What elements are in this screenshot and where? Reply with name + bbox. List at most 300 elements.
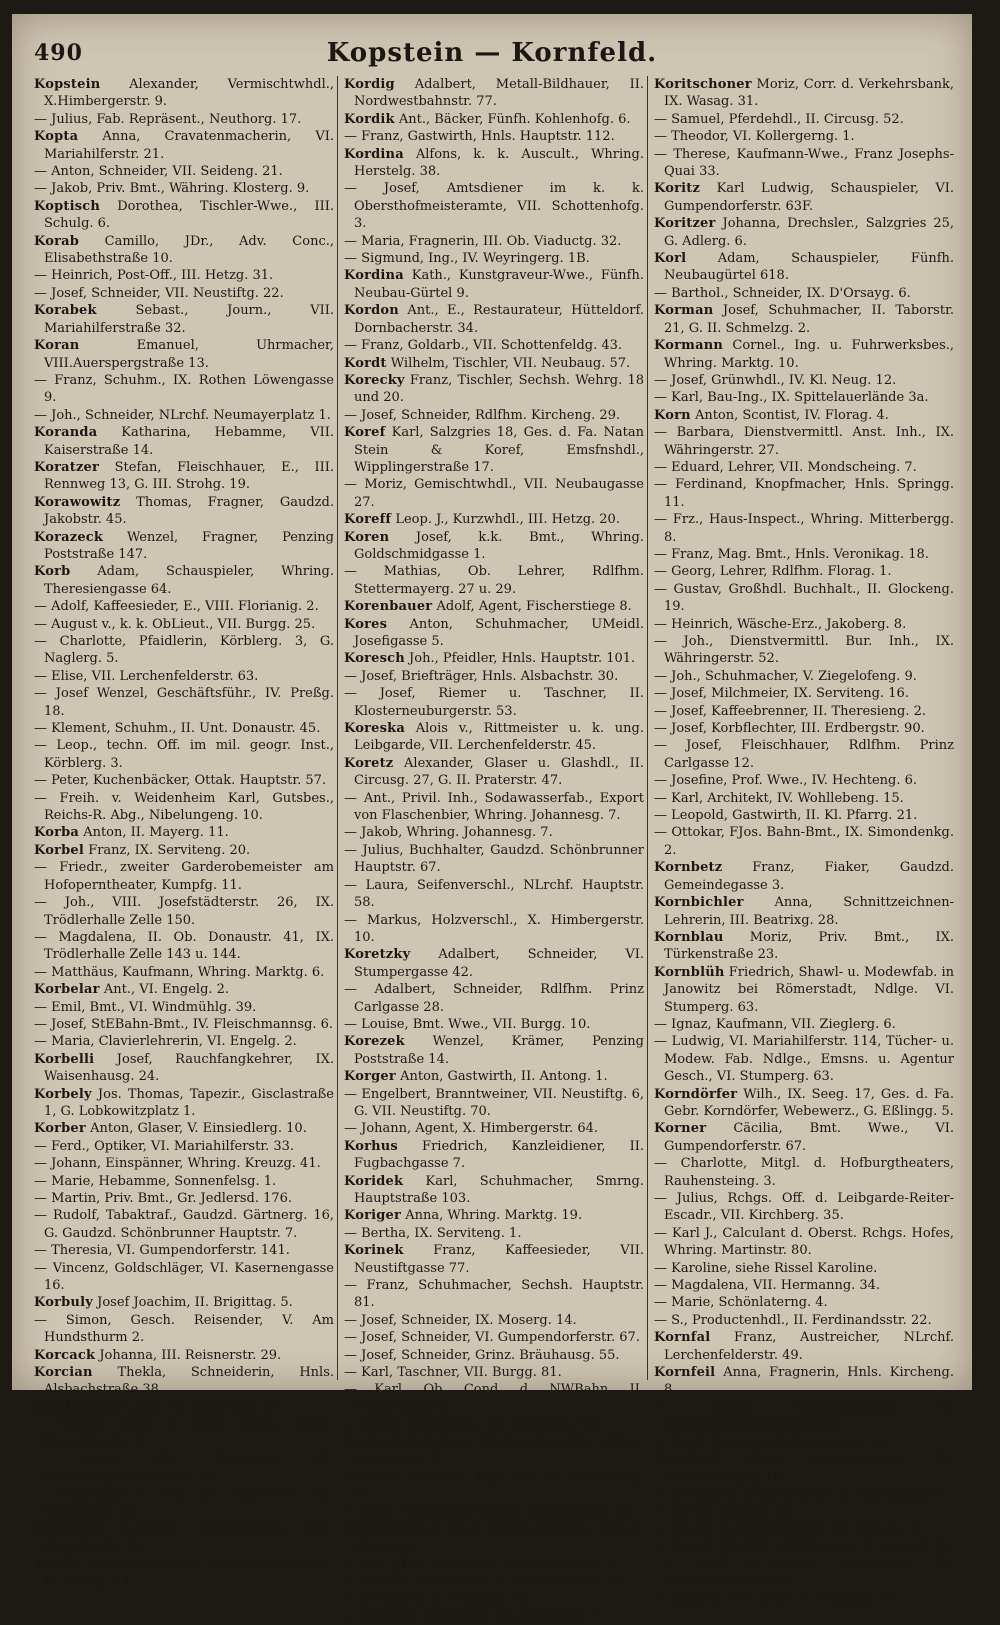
directory-entry (34, 1173, 334, 1190)
directory-entry (34, 459, 334, 494)
entry-details: — Josef, Amtsdiener im k. k. Obersthofmeisteramte, VII. Schottenhofg. 3. (344, 181, 644, 232)
directory-entry (344, 180, 644, 232)
entry-details: — Markus, Holzverschl., X. Himbergerstr. 10. (344, 912, 644, 945)
entry-details: — Laura, Seifenverschl., NLrchf. Hauptstr. 58. (344, 877, 644, 911)
directory-entry (34, 302, 334, 337)
directory-entry (344, 1347, 644, 1364)
directory-entry (34, 529, 334, 564)
directory-entry (34, 685, 334, 720)
entry-details: — Peter, Kuchenbäcker, Ottak. Hauptstr. 57. (34, 773, 327, 789)
directory-entry (344, 1608, 644, 1625)
entry-details: Isak, Assist. a. d. techn. Hochschule, IV. Alleeg. 14. (44, 1556, 334, 1589)
entry-details: Adalbert, Schneider, VI. Stumpergasse 42. (354, 947, 645, 980)
entry-surname: Koresch (344, 651, 405, 667)
directory-entry (344, 790, 644, 825)
directory-entry (654, 546, 954, 563)
directory-entry (344, 1138, 644, 1173)
entry-surname: Kordon (344, 303, 399, 319)
directory-entry (344, 824, 644, 841)
directory-entry (654, 1225, 954, 1260)
entry-surname: Korbely (34, 1086, 92, 1102)
entry-surname: Koritschoner (344, 1521, 442, 1537)
entry-details: — Franz, Gastwirth, Hnls. Hauptstr. 112. (344, 129, 615, 145)
directory-entry (344, 1556, 644, 1573)
entry-details: — Frz., Haus-Inspect., Whring. Mitterbergg. 8. (654, 512, 954, 545)
entry-surname: Kornbichler (654, 895, 744, 911)
directory-entry (34, 424, 334, 459)
directory-entry (34, 267, 334, 284)
directory-entry (34, 1086, 334, 1121)
entry-surname: Kornblüh (654, 964, 725, 980)
entry-details: — Johann, Einspänner, Whring. Kreuzg. 41. (34, 1156, 321, 1172)
entry-details: Josef, k.k. Bmt., Whring. Goldschmidgasse 1. (354, 529, 644, 562)
entry-details: — Jakob, Priv. Bmt., Währing. Klosterg. 9. (34, 181, 310, 197)
entry-details: — Johann, Agent, X. Himbergerstr. 64. (344, 1121, 598, 1137)
entry-details: Katharina, Hebamme, VII. Kaiserstraße 14. (44, 425, 334, 458)
directory-entry (344, 842, 644, 877)
entry-details: — Marie, Hebamme, Sonnenfelsg. 1. (34, 1173, 277, 1189)
directory-entry (34, 1260, 334, 1295)
entry-details: — Samuel, Pferdehdl., II. Circusg. 52. (654, 111, 904, 127)
entry-details: — Julius, Fab. Repräsent., Neuthorg. 17. (34, 111, 302, 127)
entry-details: Dorothea, Tischler-Wwe., III. Schulg. 6. (44, 198, 334, 232)
entry-surname: Koriska (344, 1469, 402, 1485)
directory-entry (344, 1469, 644, 1504)
entry-surname: Korb (34, 564, 71, 580)
entry-surname: Korbel (34, 842, 85, 858)
entry-surname: Koritz (654, 181, 701, 197)
directory-entry (34, 1120, 334, 1137)
entry-details: — Freih. v. Weidenheim Karl, Gutsbes., Reichs-R. Abg., Nibelungeng. 10. (34, 790, 334, 824)
entry-details: Franz, Tischler, Sechsh. Wehrg. 18 und 20. (354, 372, 644, 406)
directory-entry (34, 1242, 334, 1259)
entry-details: Jos. Thomas, Tapezir., Gisclastraße 1, G. Lobkowitzplatz 1. (44, 1086, 334, 1119)
entry-details: Wilh., IX. Seeg. 17, Ges. d. Fa. Gebr. Korndörfer, Webewerz., G. Eßlingg. 5. (664, 1086, 954, 1119)
entry-details: — Engelbert, Branntweiner, VII. Neustiftg. 6, G. VII. Neustiftg. 70. (344, 1086, 644, 1119)
entry-surname: Korn (654, 407, 691, 423)
directory-entry (654, 563, 954, 580)
entry-details: Ant., Bäcker, Fünfh. Kohlenhofg. 6. (398, 111, 631, 127)
entry-details: Johanna, Drechsler., Salzgries 25, G. Adlerg. 6. (664, 216, 954, 249)
directory-entry (344, 1016, 644, 1033)
directory-entry (344, 1364, 644, 1381)
entry-details: Cäcilia, Bmt. Wwe., VI. Gumpendorferstr. 67. (664, 1121, 954, 1154)
entry-surname: Koretz (344, 755, 394, 771)
entry-details: — Theresia, VI. Gumpendorferstr. 141. (34, 1243, 290, 1259)
entry-surname: Korda (34, 1399, 80, 1415)
entry-details: Alois v., Rittmeister u. k. ung. Leibgarde, VII. Lerchenfelderstr. 45. (354, 721, 644, 754)
entry-details: — Vincenzia v., Ob. St. Arzt-Wwe., III. Seidlgasse 12. (34, 1486, 334, 1520)
directory-entry (654, 1503, 954, 1520)
entry-details: — Joh., Dienstvermittl. Bur. Inh., IX. Währingerstr. 52. (654, 634, 954, 667)
directory-entry (344, 337, 644, 354)
entry-details: — Karl, Architekt, IV. Wohllebeng. 15. (654, 790, 904, 806)
entry-details: — Josef, Apotheker, Dornb. Hauptstraße 52. (344, 1504, 635, 1520)
entry-details: — Vincenz, Goldschläger, VI. Kasernengasse 16. (34, 1260, 334, 1294)
entry-details: — Elise, VII. Lerchenfelderstr. 63. (34, 668, 259, 684)
directory-entry (34, 1207, 334, 1242)
entry-details: — David, Eßlingg. 10. (654, 1504, 798, 1520)
entry-surname: Koritschoner (654, 77, 752, 92)
entry-surname: Koptisch (34, 198, 101, 214)
entry-surname: Kordic (34, 1556, 84, 1572)
directory-entry (34, 1451, 334, 1486)
directory-entry (654, 720, 954, 737)
directory-entry (344, 146, 644, 181)
directory-entry (34, 720, 334, 737)
entry-details: — Josef, Fleischhauer, Rdlfhm. Prinz Carlgasse 12. (654, 738, 954, 771)
entry-details: Karl, Schuhmacher, Smrng. Hauptstraße 103. (354, 1173, 645, 1206)
directory-column-3 (654, 76, 955, 1607)
directory-page (12, 14, 972, 1624)
entry-surname: Koran (34, 338, 80, 354)
directory-entry (654, 1399, 954, 1434)
entry-details: — Moriz, Gemischtwhdl., VII. Neubaugasse 27. (344, 477, 644, 510)
directory-entry (34, 1190, 334, 1207)
entry-surname: Korl (654, 251, 687, 267)
entry-details: Adolf, Agent, Fischerstiege 8. (436, 599, 632, 615)
directory-entry (344, 1173, 644, 1208)
directory-entry (344, 111, 644, 128)
entry-details: — Josef, Fragner, Hnls. Herreng. 3. (654, 1434, 887, 1450)
directory-entry (34, 1347, 334, 1364)
directory-entry (344, 563, 644, 598)
entry-details: Adam, Schauspieler, Whring. Theresiengasse 64. (44, 564, 334, 597)
entry-details: Franz, Austreicher, NLrchf. Lerchenfelderstr. 49. (664, 1330, 954, 1363)
entry-details: — Rudolf, Tabaktraf., Gaudzd. Gärtnerg. 16, G. Gaudzd. Schönbrunner Hauptstr. 7. (34, 1208, 334, 1241)
directory-entry (344, 1068, 644, 1085)
entry-details: Alfons, k. k. Auscult., Whring. Herstelg. 38. (354, 146, 644, 180)
directory-entry (34, 1016, 334, 1033)
directory-entry (34, 964, 334, 981)
directory-entry (344, 1434, 644, 1469)
directory-entry (654, 389, 954, 406)
directory-entry (344, 1120, 644, 1137)
directory-entry (34, 372, 334, 407)
entry-surname: Kordesch (34, 1521, 105, 1537)
entry-details: Anton, Schuhmacher, UMeidl. Josefigasse 5. (354, 616, 644, 649)
directory-entry (34, 1051, 334, 1086)
directory-entry (654, 424, 954, 459)
entry-details: — Anton, Schneider, VII. Seideng. 21. (34, 164, 283, 180)
directory-entry (654, 250, 954, 285)
directory-entry (654, 929, 954, 964)
entry-details: Thomas, Fragner, Gaudzd. Jakobstr. 45. (44, 494, 334, 528)
directory-entry (654, 1312, 954, 1329)
directory-entry (344, 76, 644, 111)
directory-entry (654, 1120, 954, 1155)
directory-entry (34, 999, 334, 1016)
directory-entry (34, 929, 334, 964)
directory-entry (34, 1416, 334, 1451)
directory-entry (344, 650, 644, 667)
entry-details: — David, Ob. Dbl. Währingerg. 3, Ges. d. Fa. S. Weiß & Comp., Bankgesch., IX. Liechtensteinstr. 2. (654, 1539, 954, 1589)
directory-entry (654, 1190, 954, 1225)
entry-details: — Magdalena, VII. Hermanng. 34. (654, 1278, 881, 1294)
entry-details: Franz, Kaffeesieder, VII. Neustiftgasse 77. (354, 1243, 644, 1276)
directory-entry (654, 1590, 954, 1607)
entry-surname: Koreff (344, 512, 392, 528)
entry-details: — Maria, Clavierlehrerin, VI. Engelg. 2. (34, 1034, 297, 1050)
directory-entry (34, 128, 334, 163)
entry-surname: Korbelar (34, 982, 100, 998)
entry-details: — Jakob, Whring. Johannesg. 7. (344, 825, 553, 841)
directory-entry (34, 494, 334, 529)
entry-details: Johanna, III. Reisnerstr. 29. (99, 1347, 282, 1363)
directory-entry (34, 1556, 334, 1591)
entry-surname: Korezek (344, 1034, 405, 1050)
entry-details: Anna, Fragnerin, Hnls. Kircheng. 8. (664, 1365, 954, 1398)
directory-entry (654, 581, 954, 616)
entry-details: — Ludwig, VI. Mariahilferstr. 114, Tücher- u. Modew. Fab. Ndlge., Emsns. u. Agentur Gesch., VI. Stumperg. 63. (654, 1034, 954, 1085)
entry-details: — Barthol., Schneider, IX. D'Orsayg. 6. (654, 285, 911, 301)
directory-entry (344, 267, 644, 302)
directory-entry (654, 964, 954, 1016)
directory-entry (34, 859, 334, 894)
entry-details: Leop. J., Kurzwhdl., III. Hetzg. 20. (395, 512, 620, 528)
entry-surname: Koretzky (344, 947, 411, 963)
entry-details: — Victor, Ob. Buchhalt., IX. Schwarzspanierstraße 22. (34, 1452, 334, 1485)
entry-details: Alois, Handelsagent, III. Rasumoffskyg. 10. (664, 1452, 955, 1485)
directory-entry (344, 1225, 644, 1242)
entry-details: Josef, Lieut., IV. Schwindg. 11. (83, 1399, 284, 1415)
entry-details: — Josef, Schneider, Grinz. Bräuhausg. 55. (344, 1347, 620, 1363)
directory-entry (34, 563, 334, 598)
directory-entry (654, 1521, 954, 1538)
entry-surname: Kordina (344, 268, 404, 284)
entry-surname: Kordt (344, 355, 387, 371)
running-head: Kopstein — Kornfeld. (326, 38, 658, 68)
entry-details: — Joh., VIII. Josefstädterstr. 26, IX. Trödlerhalle Zelle 150. (34, 895, 334, 928)
entry-surname: Korger (344, 1069, 396, 1085)
directory-entry (34, 285, 334, 302)
entry-details: — Josef, Schneider, VII. Neustiftg. 22. (34, 285, 284, 301)
entry-details: — Josef, Kaffeebrenner, II. Theresieng. 2. (654, 703, 927, 719)
entry-surname: Kores (344, 616, 388, 632)
directory-entry (654, 1434, 954, 1451)
directory-entry (34, 616, 334, 633)
directory-entry (654, 772, 954, 789)
directory-entry (654, 511, 954, 546)
directory-entry (344, 1503, 644, 1520)
directory-entry (654, 128, 954, 145)
directory-entry (344, 476, 644, 511)
entry-details: — Karl, Ob. Cond. d. NWBahn, II. Wintergasse 3. (344, 1382, 644, 1415)
entry-details: — Julius, Buchhalter, Gaudzd. Schönbrunner Hauptstr. 67. (344, 842, 644, 876)
entry-details: Josef, Rauchfangkehrer, IX. Waisenhausg. 24. (44, 1051, 334, 1085)
entry-surname: Kornbetz (654, 860, 723, 876)
entry-surname: Korazeck (34, 529, 104, 545)
entry-details: — Bernhard, II. Rueppg. 12. (344, 1591, 531, 1607)
directory-entry (654, 1086, 954, 1121)
entry-surname: Korab (34, 233, 80, 249)
entry-details: — Joh., Schuhmacher, V. Ziegelofeng. 9. (654, 668, 917, 684)
directory-entry (34, 76, 334, 111)
entry-surname: Koren (344, 529, 390, 545)
entry-details: — Eduard, Lehrer, VII. Mondscheing. 7. (654, 459, 917, 475)
directory-entry (344, 250, 644, 267)
entry-details: Adolf, Producentnhdl., Ottak. Querg. 6. (354, 1521, 644, 1555)
entry-details: — Josef, Grünwhdl., IV. Kl. Neug. 12. (654, 372, 897, 388)
entry-surname: Korbelli (34, 1051, 95, 1067)
entry-details: — Maria, Wäscherin, III. Wällischg. 85. (344, 1417, 602, 1433)
entry-details: Emanuel, Rgt. Arzt, IX. Garnisong. 6. (354, 1469, 644, 1502)
entry-details: Sebast., Journ., VII. Mariahilferstraße 32. (44, 303, 334, 336)
directory-entry (654, 616, 954, 633)
entry-surname: Kordig (344, 77, 395, 92)
entry-details: Anton, Gastwirth, II. Antong. 1. (400, 1069, 608, 1085)
entry-details: — Heinrich, Wäsche-Erz., Jakoberg. 8. (654, 616, 907, 632)
entry-surname: Korcian (34, 1365, 93, 1381)
entry-surname: Kordina (344, 146, 404, 162)
entry-surname: Kopta (34, 129, 79, 145)
entry-details: Friedrich, Shawl- u. Modewfab. in Janowitz bei Römerstadt, Ndlge. VI. Stumperg. 63. (664, 964, 954, 1015)
entry-surname: Korhus (344, 1138, 398, 1154)
entry-details: — David, Geschäftsführer, III. Dianag. 4. (654, 1521, 922, 1537)
entry-details: Alexander, Glaser u. Glashdl., II. Circusg. 27, G. II. Praterstr. 47. (354, 755, 644, 789)
entry-surname: Koridek (344, 1173, 404, 1189)
entry-details: Kath., Kunstgraveur-Wwe., Fünfh. Neubau-Gürtel 9. (354, 268, 645, 301)
directory-entry (654, 337, 954, 372)
entry-details: Friedrich, Kanzleidiener, II. Fugbachgasse 7. (354, 1138, 644, 1172)
entry-details: — Ottokar, FJos. Bahn-Bmt., IX. Simondenkg. 2. (654, 825, 954, 858)
directory-entry (34, 1521, 334, 1556)
entry-details: Joh., Pfeidler, Hnls. Hauptstr. 101. (409, 651, 636, 667)
directory-entry (654, 1033, 954, 1085)
entry-surname: Kornfal (654, 1330, 711, 1346)
entry-details: — Georg, Lehrer, Rdlfhm. Florag. 1. (654, 564, 892, 580)
entry-details: Karl, Salzgries 18, Ges. d. Fa. Natan Stein & Koref, Emsfnshdl., Wipplingerstraße 17. (354, 425, 644, 475)
directory-entry (654, 807, 954, 824)
entry-details: — Maria, Fragnerin, III. Ob. Viaductg. 32. (344, 233, 622, 249)
entry-surname: Korber (34, 1121, 86, 1137)
directory-entry (344, 529, 644, 564)
directory-entry (654, 180, 954, 215)
entry-details: — Arnold, Buchhalter, II. Ferdinandstr. 31. (344, 1573, 626, 1589)
directory-entry (34, 824, 334, 841)
column-rule (337, 76, 338, 1380)
directory-entry (344, 1573, 644, 1590)
directory-entry (344, 1312, 644, 1329)
directory-entry (34, 772, 334, 789)
entry-details: Franz, Fiaker, Gaudzd. Gemeindegasse 3. (664, 860, 954, 893)
entry-details: — Eduard, Priv. Bmt., X. Eugeng. 37. (654, 1591, 898, 1607)
directory-entry (654, 790, 954, 807)
directory-entry (34, 598, 334, 615)
entry-details: — Charlotte, Pfaidlerin, Körblerg. 3, G. Naglerg. 5. (34, 634, 334, 667)
entry-surname: Korenbauer (344, 599, 433, 615)
entry-details: — Joh., Schneider, NLrchf. Neumayerplatz 1. (34, 407, 331, 423)
directory-entry (34, 668, 334, 685)
directory-entry (344, 981, 644, 1016)
entry-details: Wenzel, Krämer, Penzing Poststraße 14. (354, 1034, 644, 1067)
entry-details: — Rudolf, Bmt. d. FJos. Bahn, Ottak. Hauptstraße 47. (34, 1417, 334, 1450)
directory-entry (34, 1155, 334, 1172)
entry-details: — Adolf, Kaffeesieder, E., VIII. Florianig. 2. (34, 599, 319, 615)
directory-entry (654, 1155, 954, 1190)
entry-details: Wenzel, Fragner, Penzing Poststraße 147. (44, 529, 334, 562)
directory-entry (344, 1033, 644, 1068)
directory-entry (344, 1590, 644, 1607)
entry-details: Leopold, Schriftsteller, VIII. Alserstraße 47. (44, 1521, 334, 1555)
entry-details: — Therese, Kaufmann-Wwe., Franz Josephs-Quai 33. (654, 146, 954, 180)
directory-entry (34, 180, 334, 197)
entry-details: — Josef, StEBahn-Bmt., IV. Fleischmannsg. 6. (34, 1016, 334, 1032)
directory-entry (654, 302, 954, 337)
entry-details: — Karl J., Calculant d. Oberst. Rchgs. Hofes, Whring. Martinstr. 80. (654, 1225, 954, 1259)
page-header (12, 28, 972, 72)
entry-details: — Josef, Briefträger, Hnls. Alsbachstr. 30. (344, 668, 619, 684)
entry-surname: Kornfeld (654, 1452, 720, 1468)
entry-details: — Josef, Schneider, VI. Gumpendorferstr. 67. (344, 1330, 640, 1346)
entry-details: — Franz, Schuhm., IX. Rothen Löwengasse 9. (34, 372, 334, 406)
directory-entry (34, 842, 334, 859)
directory-entry (34, 337, 334, 372)
entry-details: Alexander, Vermischtwhdl., X.Himbergerstr. 9. (44, 77, 334, 110)
entry-details: — Josef, Riemer u. Taschner, II. Klosterneuburgerstr. 53. (344, 686, 644, 719)
directory-entry (654, 1329, 954, 1364)
directory-entry (654, 1260, 954, 1277)
entry-surname: Kopstein (34, 77, 101, 92)
directory-entry (34, 737, 334, 772)
entry-details: Ant., VI. Engelg. 2. (103, 982, 230, 998)
entry-details: — Ignaz, Kaufmann, VII. Zieglerg. 6. (654, 1016, 896, 1032)
column-rule (647, 76, 648, 1380)
directory-entry (654, 703, 954, 720)
directory-entry (344, 1277, 644, 1312)
directory-entry (344, 302, 644, 337)
directory-entry (344, 128, 644, 145)
entry-details: Anna, Cravatenmacherin, VI. Mariahilferstr. 21. (44, 129, 334, 162)
directory-entry (344, 1521, 644, 1556)
directory-entry (344, 755, 644, 790)
directory-entry (34, 1138, 334, 1155)
entry-details: — Emil, Bmt., VI. Windmühlg. 39. (34, 999, 257, 1015)
entry-details: — Mathias, Ob. Lehrer, Rdlfhm. Stettermayerg. 27 u. 29. (344, 564, 644, 597)
entry-surname: Korinek (344, 1243, 404, 1259)
entry-details: Anton, II. Mayerg. 11. (83, 825, 229, 841)
entry-details: Stefan, Fleischhauer, E., III. Rennweg 13, G. III. Strohg. 19. (44, 459, 334, 493)
entry-details: Johann, Pfeifenschneider, Hzing. Meierhofg. 8. (354, 1434, 644, 1468)
directory-entry (654, 824, 954, 859)
directory-entry (654, 146, 954, 181)
directory-entry (344, 1329, 644, 1346)
entry-details: — Adalbert, Schneider, Rdlfhm. Prinz Carlgasse 28. (344, 982, 644, 1015)
entry-details: — Bernhard, Branntweiner, II. Springerg. 6. (654, 1486, 946, 1502)
entry-surname: Korawowitz (34, 494, 121, 510)
entry-details: Moriz, Priv. Bmt., IX. Türkenstraße 23. (664, 929, 954, 963)
entry-details: — Josef, Milchmeier, IX. Serviteng. 16. (654, 686, 909, 702)
entry-details: — Karl, Taschner, VII. Burgg. 81. (344, 1365, 562, 1381)
directory-entry (34, 407, 334, 424)
directory-entry (654, 1016, 954, 1033)
directory-entry (654, 685, 954, 702)
directory-entry (344, 668, 644, 685)
entry-details: Josef, Schuhmacher, II. Taborstr. 21, G. II. Schmelzg. 2. (664, 303, 954, 336)
directory-column-2 (344, 76, 645, 1624)
entry-details: — Ferd., Optiker, VI. Mariahilferstr. 33. (34, 1138, 295, 1154)
entry-details: — Charlotte, Mitgl. d. Hofburgtheaters, Rauhensteing. 3. (654, 1156, 954, 1189)
entry-surname: Korndörfer (654, 1086, 738, 1102)
directory-entry (654, 372, 954, 389)
entry-details: — Josef Wenzel, Geschäftsführ., IV. Preßg. 18. (34, 686, 334, 719)
entry-surname: Kornfeil (654, 1365, 716, 1381)
entry-details: — Louise, Bmt. Wwe., VII. Burgg. 10. (344, 1016, 591, 1032)
directory-entry (344, 355, 644, 372)
entry-details: — Franz, Mag. Bmt., Hnls. Veronikag. 18. (654, 546, 929, 562)
directory-entry (654, 76, 954, 111)
directory-entry (34, 233, 334, 268)
